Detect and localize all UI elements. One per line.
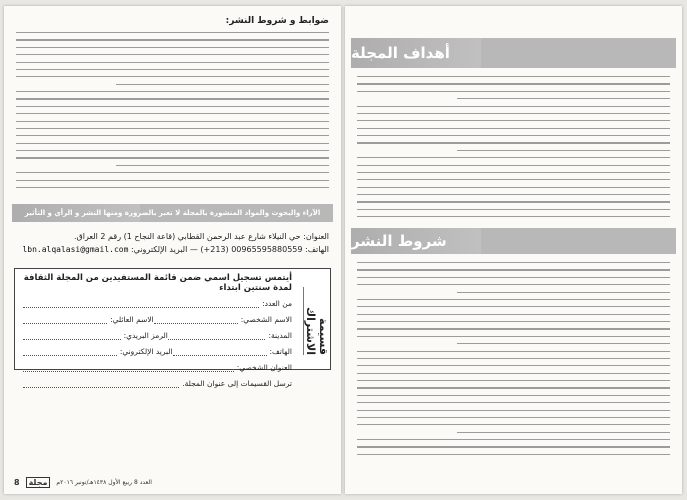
- left-page: [4, 6, 341, 494]
- magazine-logo: مجلة: [26, 477, 51, 488]
- form-field-contact[interactable]: الهاتف: البريد الإلكتروني:: [23, 345, 292, 356]
- page-footer: [14, 477, 331, 488]
- conditions-text-block: [357, 262, 670, 461]
- address-line: العنوان: حي النيلاء شارع عبد الرحمن القطابي (قاعة النجاح 1) رقم 2 العراق.: [73, 232, 329, 241]
- page-number: 8: [14, 478, 20, 487]
- phone-line: الهاتف: 00965595880559 (213+) — البريد الإلكتروني: lbn.alqalasi@gmail.com: [22, 245, 329, 254]
- form-field-from-issue[interactable]: من العدد:: [23, 297, 292, 308]
- goals-text-block: [357, 76, 670, 224]
- participation-banner: الآراء والبحوث والمواد المنشورة بالمجلة لا تعبر بالضرورة ومنها النشر و الرأي و التأثير: [12, 204, 333, 222]
- contact-info: [16, 232, 329, 258]
- form-title: أيتمس تسجيل اسمي ضمن قائمة المستفيدين من المجلة الثقافة لمدة سنتين ابتداء: [23, 273, 292, 293]
- issue-info: العدد 8 ربيع الأول ١٤٣٨هـ/نونبر ٢٠١٦م: [56, 479, 152, 486]
- form-note: ترسل القسيمات إلى عنوان المجلة.: [23, 377, 292, 388]
- form-field-city[interactable]: المدينة: الرمز البريدي:: [23, 329, 292, 340]
- right-page: [345, 6, 682, 494]
- subscription-form: [14, 268, 331, 388]
- form-field-names[interactable]: الاسم الشخصي: الاسم العائلي:: [23, 313, 292, 324]
- rules-text-block: [16, 32, 329, 194]
- form-field-address[interactable]: العنوان الشخصي:: [23, 361, 292, 372]
- conditions-banner: شروط النشر: [351, 228, 676, 254]
- goals-banner: أهداف المجلة: [351, 38, 676, 68]
- email-link[interactable]: lbn.alqalasi@gmail.com: [22, 245, 129, 254]
- rules-title: ضوابط و شروط النشر:: [225, 16, 329, 26]
- form-side-label: قسيمة الاشتراك: [303, 287, 330, 355]
